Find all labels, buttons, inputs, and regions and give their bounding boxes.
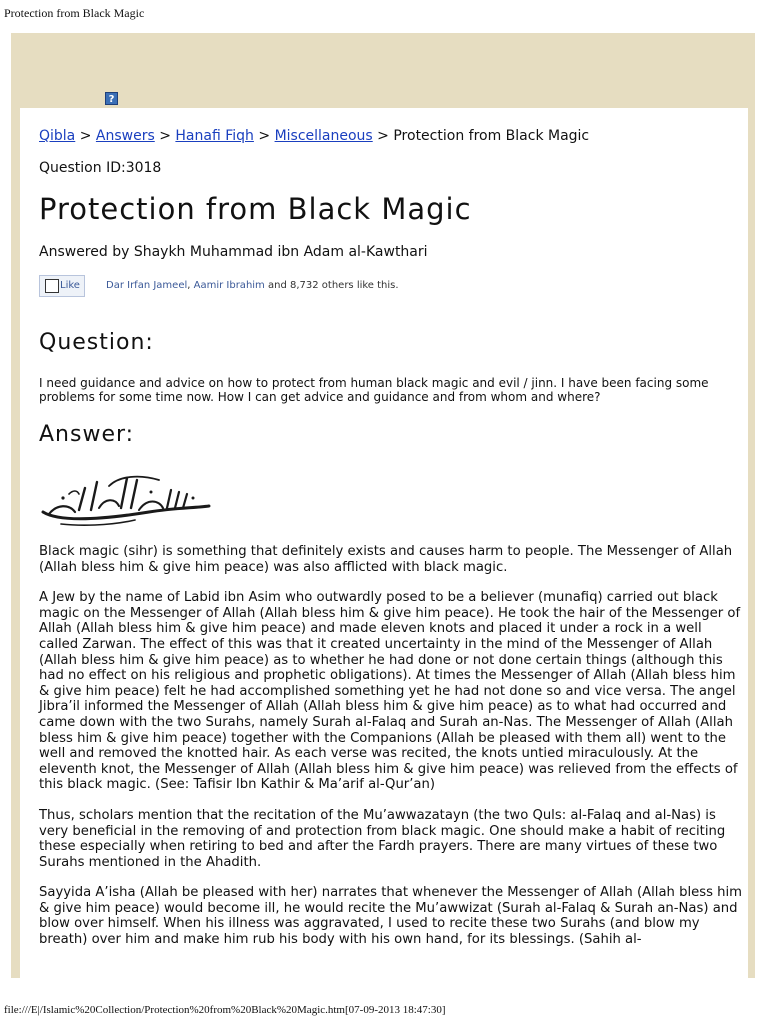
content-area	[20, 108, 748, 978]
like-button[interactable]	[39, 275, 85, 297]
like-count-text: and 8,732 others like this.	[267, 280, 399, 291]
question-text: I need guidance and advice on how to protect from human black magic and evil / jinn. I have been facing some problems for some time now. How I can get advice and guidance and from whom and where?	[39, 376, 709, 404]
answer-paragraph: A Jew by the name of Labid ibn Asim who outwardly posed to be a believer (munafiq) carried out black magic on the Messenger of Allah (Allah bless him & give him peace). He took the hair of the Messenger of Allah (Allah bless him & give him peace) and made eleven knots and placed it under a rock in a well called Zarwan. The effect of this was that it created uncertainty in the mind of the Messenger of Allah (Allah bless him & give him peace) as to whether he had done or not done certain things (although this had no effect on his religious and prophetic obligations). At times the Messenger of Allah (Allah bless him & give him peace) felt he had accomplished something yet he had not done so and vice versa. The angel Jibra’il informed the Messenger of Allah (Allah bless him & give him peace) as to what had occurred and came down with the two Surahs, namely Surah al-Falaq and Surah an-Nas. The Messenger of Allah (Allah bless him & give him peace) together with the Companions (Allah be pleased with them all) went to the well and removed the knotted hair. As each verse was recited, the knots untied miraculously. At the eleventh knot, the Messenger of Allah (Allah bless him & give him peace) was relieved from the effects of this black magic. (See: Tafisir Ibn Kathir & Ma’arif al-Qur’an)	[39, 590, 741, 793]
question-id: Question ID:3018	[39, 160, 162, 176]
like-name-link[interactable]: Aamir Ibrahim	[193, 280, 265, 291]
like-name-link[interactable]: Dar Irfan Jameel	[106, 280, 188, 291]
help-icon[interactable]: ?	[105, 92, 118, 105]
breadcrumb-link-hanafi-fiqh[interactable]: Hanafi Fiqh	[175, 128, 254, 144]
page-title: Protection from Black Magic	[39, 192, 472, 226]
like-bar	[39, 275, 739, 299]
answered-by: Answered by Shaykh Muhammad ibn Adam al-Kawthari	[39, 244, 428, 260]
question-heading: Question:	[39, 330, 154, 355]
answer-paragraph: Sayyida A’isha (Allah be pleased with her) narrates that whenever the Messenger of Allah (Allah bless him & give him peace) would become ill, he would recite the Mu’awwizat (Surah al-Falaq & Surah an-Nas) and blow over himself. When his illness was aggravated, I used to recite these two Surahs (and blow my breath) over him and make him rub his body with his own hand, for its blessings. (Sahih al-	[39, 885, 743, 948]
print-footer: file:///E|/Islamic%20Collection/Protection%20from%20Black%20Magic.htm[07-09-2013 18:47:30]	[4, 1004, 446, 1016]
breadcrumb-link-qibla[interactable]: Qibla	[39, 128, 76, 144]
breadcrumb	[39, 128, 589, 144]
breadcrumb-link-miscellaneous[interactable]: Miscellaneous	[274, 128, 373, 144]
breadcrumb-separator: >	[377, 128, 389, 144]
like-button-label: Like	[60, 280, 80, 291]
answer-paragraph: Thus, scholars mention that the recitation of the Mu’awwazatayn (the two Quls: al-Falaq and al-Nas) is very beneficial in the removing of and protection from black magic. One should make a habit of reciting these especially when retiring to bed and after the Fardh prayers. There are many virtues of these two Surahs mentioned in the Ahadith.	[39, 807, 726, 870]
breadcrumb-separator: >	[79, 128, 92, 144]
bismillah-calligraphy-image	[39, 468, 214, 528]
print-header: Protection from Black Magic	[4, 6, 145, 20]
like-checkbox-icon	[45, 279, 59, 293]
breadcrumb-current: Protection from Black Magic	[393, 128, 590, 144]
like-summary	[106, 280, 399, 291]
breadcrumb-link-answers[interactable]: Answers	[95, 128, 155, 144]
like-name-separator: ,	[187, 280, 191, 291]
answer-paragraph: Black magic (sihr) is something that definitely exists and causes harm to people. The Messenger of Allah (Allah bless him & give him peace) was also afflicted with black magic.	[39, 544, 733, 575]
answer-heading: Answer:	[39, 422, 135, 447]
breadcrumb-separator: >	[159, 128, 171, 144]
answer-body	[39, 544, 744, 963]
breadcrumb-separator: >	[258, 128, 271, 144]
